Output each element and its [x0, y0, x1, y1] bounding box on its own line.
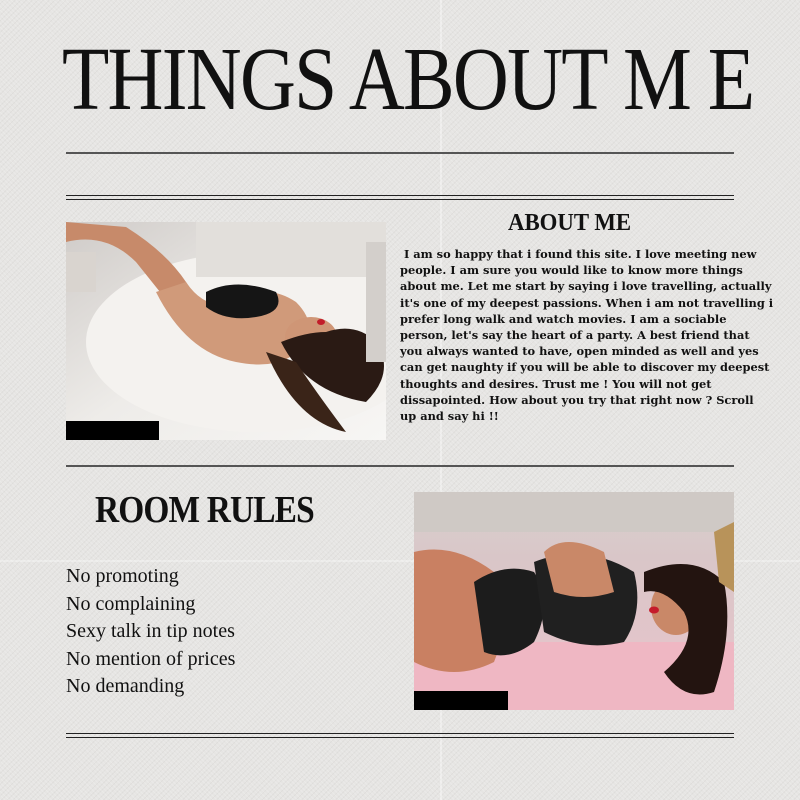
room-rules-heading: ROOM RULES: [95, 489, 314, 531]
double-divider-bottom-a: [66, 733, 734, 734]
rule-item: No promoting: [66, 565, 179, 587]
page-title: THINGS ABOUT M E: [62, 30, 754, 129]
about-photo: [66, 222, 386, 440]
rule-item: No mention of prices: [66, 647, 236, 670]
double-divider-upper-a: [66, 195, 734, 196]
room-rules-photo: [414, 492, 734, 710]
divider-middle: [66, 465, 734, 467]
double-divider-bottom-b: [66, 737, 734, 738]
rule-item: No demanding: [66, 675, 185, 697]
double-divider-upper-b: [66, 199, 734, 200]
rule-item: No complaining: [66, 592, 196, 615]
photo-caption-bar: [414, 691, 508, 710]
room-rules-list: [66, 563, 235, 701]
photo-caption-bar: [66, 421, 159, 440]
rule-item: Sexy talk in tip notes: [66, 620, 235, 642]
about-text: I am so happy that i found this site. I love meeting new people. I am sure you would like to know more things about me. Let me start by saying i love travelling, actually it's one of my deepest passions. When i am not travelling i prefer long walk and watch movies. I am a sociable person, let's say the heart of a party. A best friend that you always wanted to have, open minded as well and yes can get naughty if you will be able to discover my deepest thoughts and desires. Trust me ! You will not get dissapointed. How about you try that right now ? Scroll up and say hi !!: [400, 247, 774, 424]
divider-top: [66, 152, 734, 154]
about-heading: ABOUT ME: [508, 210, 632, 236]
